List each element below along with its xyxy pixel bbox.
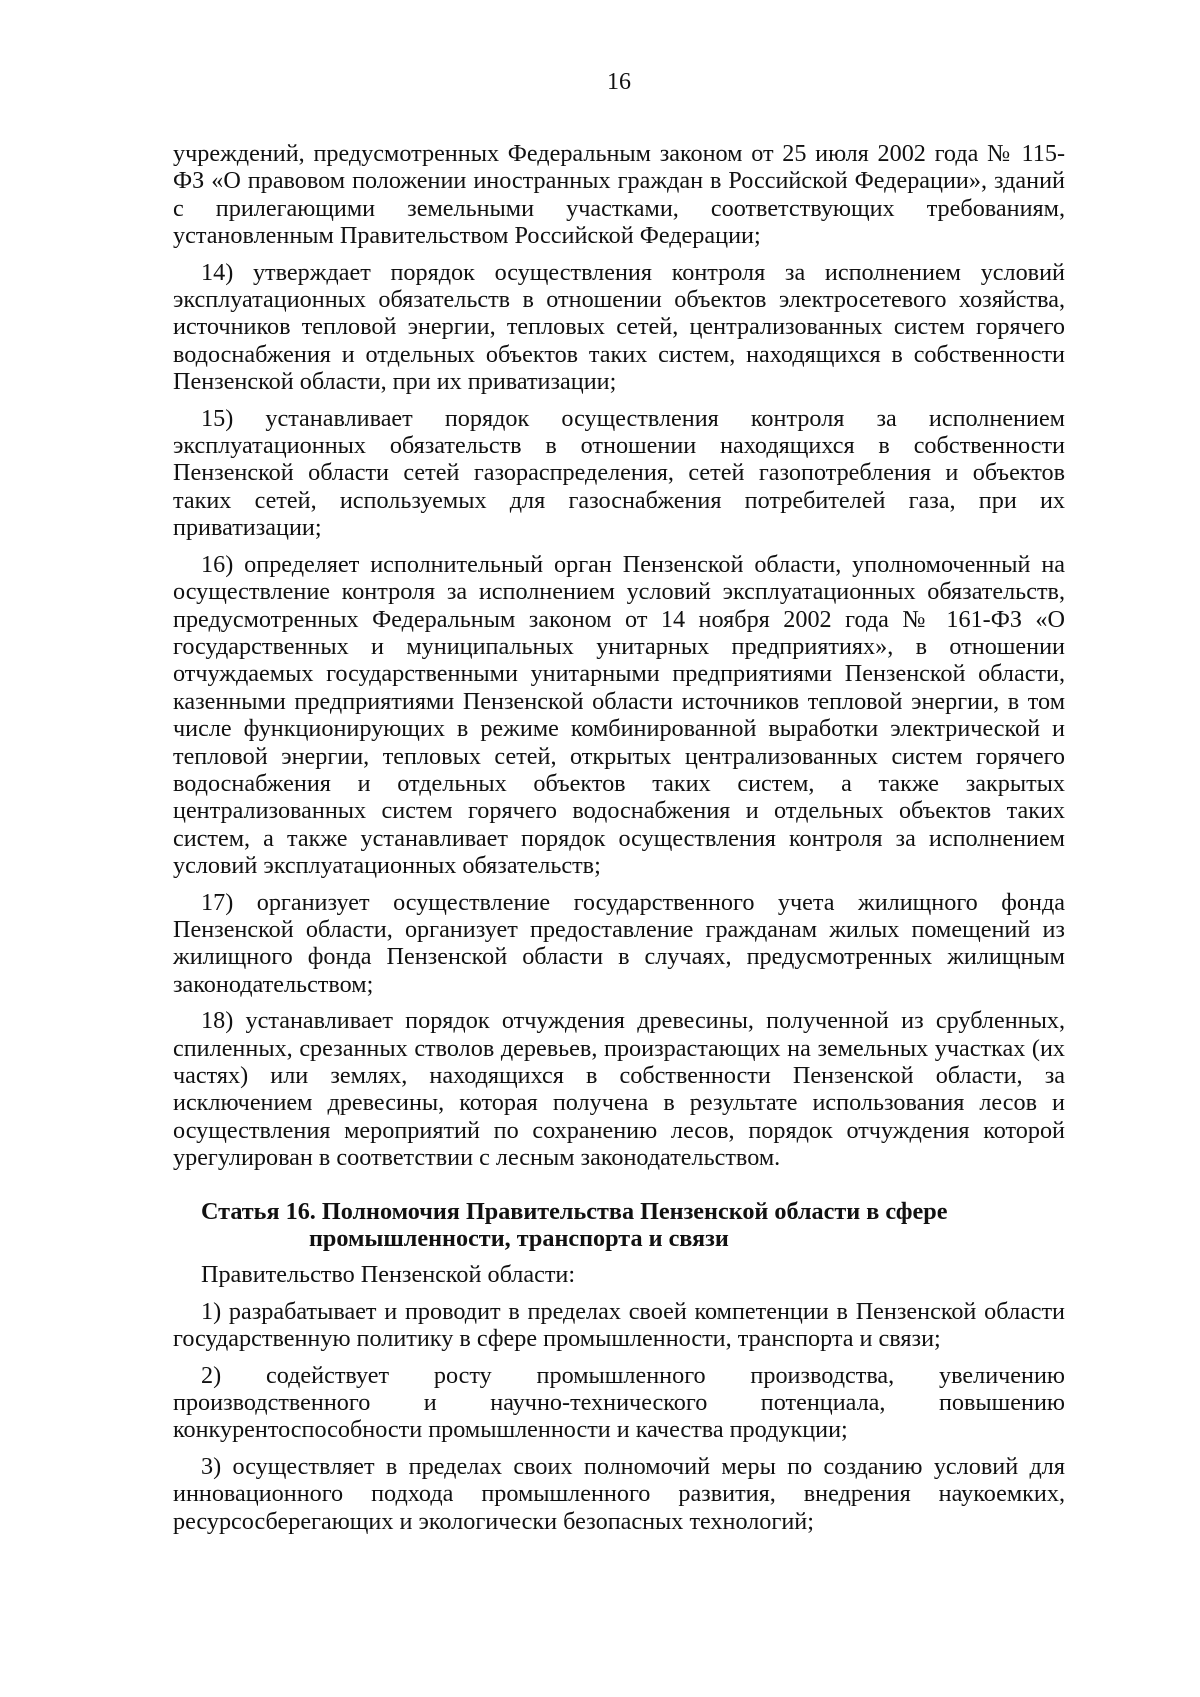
paragraph-item-3: 3) осуществляет в пределах своих полномочий меры по созданию условий для инновационного подхода промышленного развития, внедрения наукоемких, ресурсосберегающих и экологически безопасных технологий; — [173, 1452, 1065, 1535]
document-body — [173, 140, 1065, 1544]
article-heading-line-2: промышленности, транспорта и связи — [309, 1225, 729, 1253]
article-heading-line-1: Статья 16. Полномочия Правительства Пензенской области в сфере — [201, 1197, 948, 1225]
paragraph-item-18: 18) устанавливает порядок отчуждения древесины, полученной из срубленных, спиленных, срезанных стволов деревьев, произрастающих на земельных участках (их частях) или землях, находящихся в собственности Пензенской области, за исключением древесины, которая получена в результате использования лесов и осуществления мероприятий по сохранению лесов, порядок отчуждения которой урегулирован в соответствии с лесным законодательством. — [173, 1007, 1065, 1172]
paragraph-item-15: 15) устанавливает порядок осуществления контроля за исполнением эксплуатационных обязательств в отношении находящихся в собственности Пензенской области сетей газораспределения, сетей газопотребления и объектов таких сетей, используемых для газоснабжения потребителей газа, при их приватизации; — [173, 404, 1065, 542]
page-number: 16 — [607, 69, 631, 95]
paragraph-item-16: 16) определяет исполнительный орган Пензенской области, уполномоченный на осуществление контроля за исполнением условий эксплуатационных обязательств, предусмотренных Федеральным законом от 14 ноября 2002 года № 161-ФЗ «О государственных и муниципальных унитарных предприятиях», в отношении отчуждаемых государственными унитарными предприятиями Пензенской области, казенными предприятиями Пензенской области источников тепловой энергии, в том числе функционирующих в режиме комбинированной выработки электрической и тепловой энергии, тепловых сетей, открытых централизованных систем горячего водоснабжения и отдельных объектов таких систем, а также закрытых централизованных систем горячего водоснабжения и отдельных объектов таких систем, а также устанавливает порядок осуществления контроля за исполнением условий эксплуатационных обязательств; — [173, 550, 1065, 880]
paragraph-item-14: 14) утверждает порядок осуществления контроля за исполнением условий эксплуатационных обязательств в отношении объектов электросетевого хозяйства, источников тепловой энергии, тепловых сетей, централизованных систем горячего водоснабжения и отдельных объектов таких систем, находящихся в собственности Пензенской области, при их приватизации; — [173, 258, 1065, 396]
paragraph-item-1: 1) разрабатывает и проводит в пределах своей компетенции в Пензенской области государственную политику в сфере промышленности, транспорта и связи; — [173, 1297, 1065, 1353]
paragraph-intro: Правительство Пензенской области: — [201, 1261, 576, 1289]
paragraph-item-17: 17) организует осуществление государственного учета жилищного фонда Пензенской области, организует предоставление гражданам жилых помещений из жилищного фонда Пензенской области в случаях, предусмотренных жилищным законодательством; — [173, 888, 1065, 998]
article-heading — [173, 1198, 1065, 1253]
paragraph-item-2: 2) содействует росту промышленного производства, увеличению производственного и научно-технического потенциала, повышению конкурентоспособности промышленности и качества продукции; — [173, 1361, 1065, 1444]
paragraph-continuation: учреждений, предусмотренных Федеральным законом от 25 июля 2002 года № 115-ФЗ «О правовом положении иностранных граждан в Российской Федерации», зданий с прилегающими земельными участками, соответствующих требованиям, установленным Правительством Российской Федерации; — [173, 140, 1065, 250]
